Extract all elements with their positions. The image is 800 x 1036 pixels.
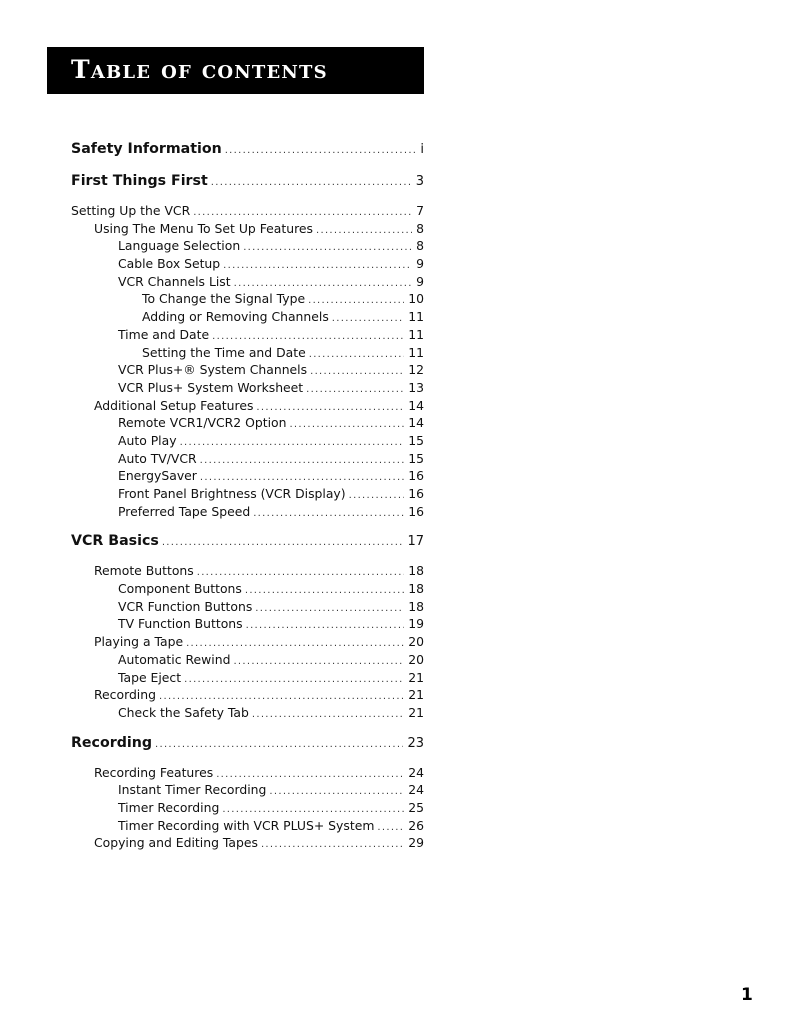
toc-entry[interactable] — [71, 598, 424, 616]
toc-entry[interactable] — [71, 273, 424, 291]
dot-leader — [225, 140, 417, 162]
toc-entry-label: Recording Features — [94, 764, 214, 780]
toc-entry-page-number: 20 — [408, 634, 424, 650]
toc-entry[interactable] — [71, 781, 424, 799]
toc-entry[interactable] — [71, 799, 424, 817]
toc-entry-label: To Change the Signal Type — [142, 291, 306, 307]
toc-entry[interactable] — [71, 562, 424, 580]
toc-entry-page-number: 16 — [408, 486, 424, 501]
toc-entry-label: EnergySaver — [118, 468, 197, 484]
toc-entry-page-number: 7 — [416, 203, 424, 218]
toc-entry-page-number: 8 — [416, 220, 424, 236]
toc-entry-page-number: 21 — [408, 704, 424, 720]
toc-section-entry[interactable] — [71, 732, 424, 754]
toc-entry-label: Automatic Rewind — [118, 651, 231, 667]
toc-entry-page-number: 13 — [408, 379, 424, 395]
toc-entry-label: Cable Box Setup — [118, 256, 221, 272]
dot-leader — [155, 734, 403, 756]
toc-entry-label: TV Function Buttons — [118, 616, 243, 632]
toc-entry-page-number: 25 — [408, 799, 424, 815]
toc-entry-label: Adding or Removing Channels — [142, 309, 329, 325]
toc-entry-label: Language Selection — [118, 238, 241, 254]
toc-entry[interactable] — [71, 450, 424, 468]
dot-leader — [261, 836, 404, 854]
toc-entry-page-number: 18 — [408, 581, 424, 597]
toc-entry-page-number: 18 — [408, 563, 424, 579]
toc-entry[interactable] — [71, 237, 424, 255]
toc-entry-label: Copying and Editing Tapes — [94, 835, 258, 851]
toc-section-entry[interactable] — [71, 138, 424, 160]
toc-entry-label: VCR Basics — [71, 533, 159, 550]
toc-entry[interactable] — [71, 633, 424, 651]
dot-leader — [211, 172, 412, 194]
toc-entry-label: Component Buttons — [118, 581, 242, 597]
toc-entry[interactable] — [71, 615, 424, 633]
toc-entry-label: Recording — [71, 734, 152, 751]
toc-entry[interactable] — [71, 503, 424, 521]
toc-entry[interactable] — [71, 834, 424, 852]
toc-entry-page-number: 11 — [408, 326, 424, 342]
toc-entry-label: VCR Plus+ System Worksheet — [118, 379, 304, 395]
toc-entry-label: Instant Timer Recording — [118, 782, 267, 798]
toc-entry[interactable] — [71, 326, 424, 344]
toc-entry-page-number: 24 — [408, 764, 424, 780]
toc-entry-page-number: 18 — [408, 598, 424, 614]
toc-entry[interactable] — [71, 580, 424, 598]
dot-leader — [253, 505, 404, 523]
dot-leader — [252, 706, 404, 724]
toc-entry[interactable] — [71, 432, 424, 450]
table-of-contents — [71, 138, 424, 852]
toc-entry[interactable] — [71, 817, 424, 835]
toc-entry-label: First Things First — [71, 173, 208, 189]
toc-entry-label: VCR Function Buttons — [118, 598, 253, 614]
toc-entry[interactable] — [71, 485, 424, 503]
toc-entry-page-number: 20 — [408, 651, 424, 667]
toc-entry-page-number: 19 — [408, 616, 424, 632]
toc-entry-page-number: 16 — [408, 468, 424, 484]
toc-entry-page-number: 24 — [408, 782, 424, 798]
toc-entry-label: Check the Safety Tab — [118, 704, 249, 720]
toc-entry-page-number: 11 — [408, 344, 424, 360]
toc-entry[interactable] — [71, 361, 424, 379]
toc-section-entry[interactable] — [71, 530, 424, 552]
toc-entry-page-number: 10 — [408, 291, 424, 307]
toc-entry[interactable] — [71, 686, 424, 704]
toc-entry-label: Preferred Tape Speed — [118, 503, 251, 519]
toc-entry-page-number: 21 — [408, 669, 424, 685]
toc-entry-label: Timer Recording with VCR PLUS+ System — [118, 817, 375, 833]
toc-entry-page-number: 14 — [408, 397, 424, 413]
toc-entry[interactable] — [71, 467, 424, 485]
toc-entry-label: VCR Channels List — [118, 273, 231, 289]
toc-entry-label: Auto TV/VCR — [118, 450, 197, 466]
toc-entry-label: Front Panel Brightness (VCR Display) — [118, 486, 346, 501]
page-number: 1 — [741, 985, 753, 1005]
toc-entry-page-number: 15 — [408, 432, 424, 448]
toc-entry-page-number: 9 — [416, 273, 424, 289]
toc-entry[interactable] — [71, 764, 424, 782]
page-title: Table of contents — [71, 55, 328, 84]
toc-entry-page-number: 23 — [407, 735, 424, 751]
toc-entry-page-number: 16 — [408, 503, 424, 519]
toc-entry-page-number: i — [420, 142, 424, 157]
toc-entry[interactable] — [71, 344, 424, 362]
toc-entry-page-number: 9 — [416, 256, 424, 272]
toc-entry[interactable] — [71, 220, 424, 238]
dot-leader — [162, 532, 404, 554]
toc-entry-label: Setting the Time and Date — [142, 344, 306, 360]
toc-entry-label: Remote VCR1/VCR2 Option — [118, 415, 287, 431]
toc-entry-page-number: 8 — [416, 238, 424, 254]
toc-entry-label: Safety Information — [71, 141, 222, 157]
toc-entry-label: Tape Eject — [118, 669, 182, 685]
toc-entry[interactable] — [71, 379, 424, 397]
toc-entry[interactable] — [71, 290, 424, 308]
toc-entry-page-number: 21 — [408, 687, 424, 703]
toc-entry-page-number: 17 — [407, 534, 424, 550]
toc-entry[interactable] — [71, 255, 424, 273]
toc-entry-page-number: 26 — [408, 817, 424, 833]
toc-entry[interactable] — [71, 704, 424, 722]
toc-entry-page-number: 12 — [408, 362, 424, 378]
toc-entry-label: Playing a Tape — [94, 634, 184, 650]
toc-entry[interactable] — [71, 397, 424, 415]
toc-entry-label: Setting Up the VCR — [71, 203, 191, 218]
toc-entry[interactable] — [71, 414, 424, 432]
toc-entry-page-number: 14 — [408, 415, 424, 431]
toc-entry-label: VCR Plus+® System Channels — [118, 362, 308, 378]
toc-entry-page-number: 15 — [408, 450, 424, 466]
toc-entry-label: Auto Play — [118, 432, 177, 448]
toc-section-entry[interactable] — [71, 170, 424, 192]
toc-entry[interactable] — [71, 651, 424, 669]
toc-entry-label: Remote Buttons — [94, 563, 194, 579]
toc-entry-label: Using The Menu To Set Up Features — [94, 220, 313, 236]
toc-entry[interactable] — [71, 202, 424, 220]
toc-entry[interactable] — [71, 669, 424, 687]
toc-entry-page-number: 3 — [415, 174, 424, 189]
toc-header-bar — [47, 47, 424, 94]
toc-entry-page-number: 11 — [408, 309, 424, 325]
toc-entry-label: Time and Date — [118, 326, 210, 342]
toc-entry-label: Recording — [94, 687, 156, 703]
toc-entry-label: Timer Recording — [118, 799, 220, 815]
toc-entry-label: Additional Setup Features — [94, 397, 254, 413]
toc-entry[interactable] — [71, 308, 424, 326]
toc-entry-page-number: 29 — [408, 835, 424, 851]
